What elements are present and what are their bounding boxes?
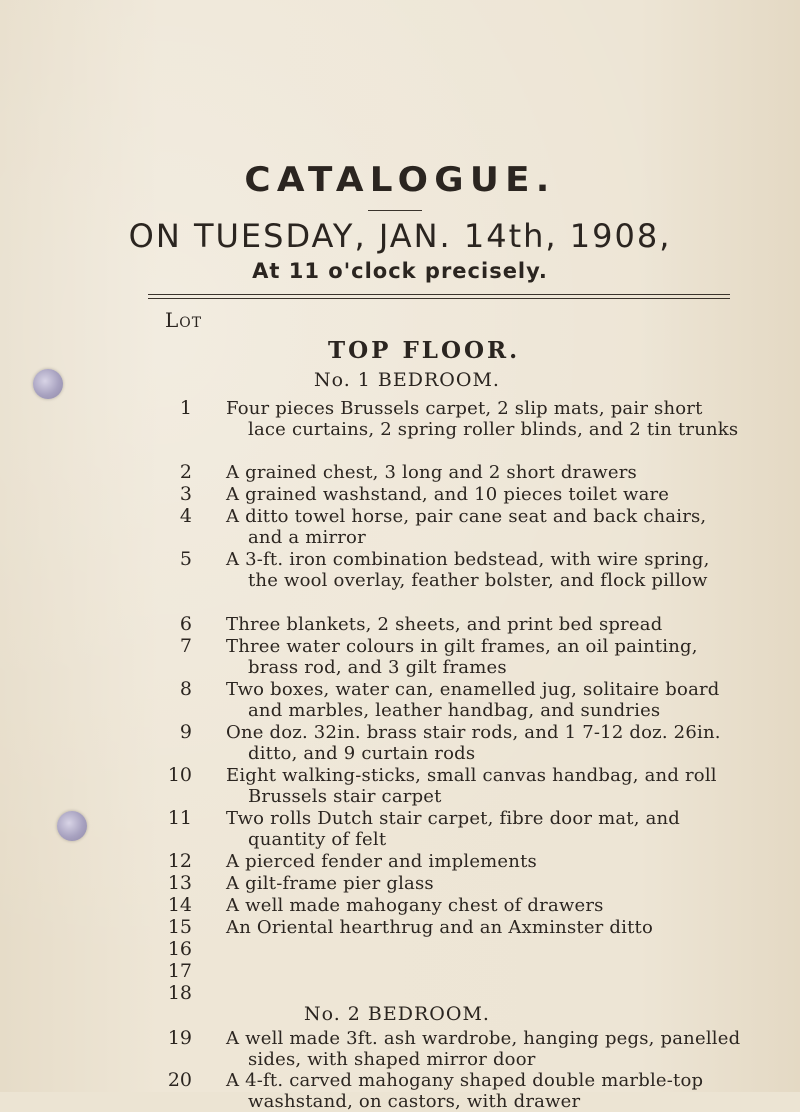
- lot-number: 13: [167, 872, 192, 894]
- sale-date: ON TUESDAY, JAN. 14th, 1908,: [128, 217, 672, 255]
- lot-description: Two boxes, water can, enamelled jug, solitaire board and marbles, leather handbag, and sundries: [226, 679, 720, 721]
- lot-description: A 3-ft. iron combination bedstead, with wire spring, the wool overlay, feather bolster, and flock pillow: [226, 549, 710, 591]
- floor-heading: TOP FLOOR.: [328, 337, 521, 364]
- lot-number: 4: [179, 505, 192, 527]
- lot-description: Two rolls Dutch stair carpet, fibre door mat, and quantity of felt: [226, 808, 681, 850]
- lot-number: 18: [167, 982, 192, 1004]
- lot-number: 10: [167, 764, 192, 786]
- room-heading: No. 1 BEDROOM.: [314, 369, 500, 391]
- lot-number: 2: [179, 461, 192, 483]
- lot-number: 7: [179, 635, 192, 657]
- lot-description: Three blankets, 2 sheets, and print bed spread: [226, 614, 663, 635]
- lot-number: 20: [167, 1069, 192, 1091]
- lot-description: A grained chest, 3 long and 2 short drawers: [226, 462, 637, 483]
- lot-description: A gilt-frame pier glass: [226, 873, 434, 894]
- lot-description: A grained washstand, and 10 pieces toilet ware: [226, 484, 670, 505]
- lot-number: 6: [179, 613, 192, 635]
- lot-description: A well made 3ft. ash wardrobe, hanging pegs, panelled sides, with shaped mirror door: [226, 1028, 741, 1070]
- lot-number: 19: [167, 1027, 192, 1049]
- lot-number: 15: [167, 916, 192, 938]
- lot-number: 5: [179, 548, 192, 570]
- lot-number: 9: [179, 721, 192, 743]
- lot-number: 16: [167, 938, 192, 960]
- sale-time: At 11 o'clock precisely.: [252, 259, 548, 283]
- room-heading: No. 2 BEDROOM.: [304, 1003, 490, 1025]
- lot-number: 12: [167, 850, 192, 872]
- title-underline: [368, 210, 422, 211]
- lot-number: 14: [167, 894, 192, 916]
- lot-description: A well made mahogany chest of drawers: [226, 895, 604, 916]
- double-rule-divider: [148, 294, 730, 299]
- lot-number: 11: [167, 807, 192, 829]
- lot-description: Eight walking-sticks, small canvas handbag, and roll Brussels stair carpet: [226, 765, 717, 807]
- lot-description: A 4-ft. carved mahogany shaped double marble-top washstand, on castors, with drawer: [226, 1070, 704, 1112]
- lot-description: Four pieces Brussels carpet, 2 slip mats, pair short lace curtains, 2 spring roller blinds, and 2 tin trunks: [226, 398, 739, 440]
- lot-number: 17: [167, 960, 192, 982]
- lot-column-header: Lot: [165, 308, 203, 332]
- punch-hole: [33, 369, 63, 399]
- lot-number: 8: [179, 678, 192, 700]
- catalogue-title: CATALOGUE.: [244, 160, 556, 200]
- punch-hole: [57, 811, 87, 841]
- lot-description: One doz. 32in. brass stair rods, and 1 7-12 doz. 26in. ditto, and 9 curtain rods: [226, 722, 721, 764]
- lot-number: 3: [179, 483, 192, 505]
- lot-description: Three water colours in gilt frames, an oil painting, brass rod, and 3 gilt frames: [226, 636, 698, 678]
- lot-description: A pierced fender and implements: [226, 851, 537, 872]
- lot-description: A ditto towel horse, pair cane seat and back chairs, and a mirror: [226, 506, 707, 548]
- lot-number: 1: [179, 397, 192, 419]
- lot-description: An Oriental hearthrug and an Axminster ditto: [226, 917, 653, 938]
